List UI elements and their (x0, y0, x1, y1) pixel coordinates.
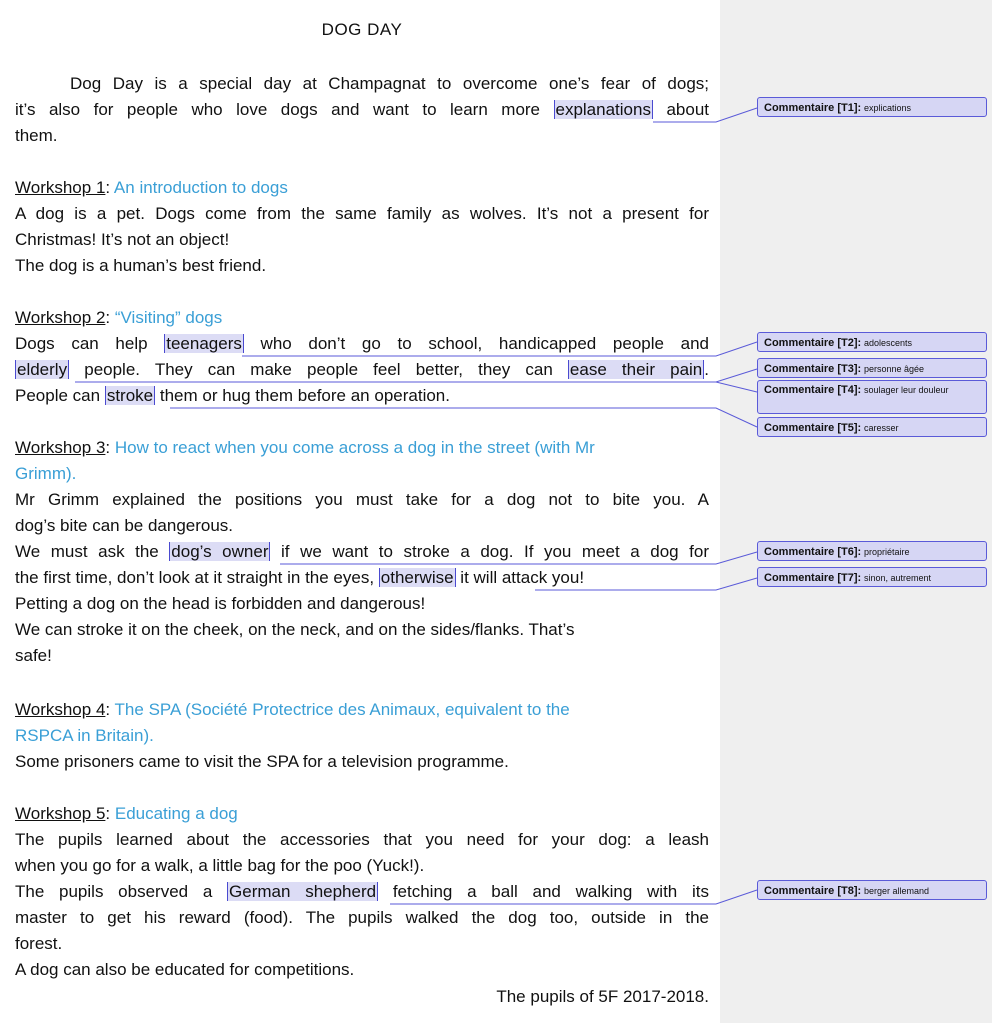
highlight-teenagers[interactable]: teenagers (166, 334, 242, 353)
workshop-5-line-3: The pupils observed a German shepherd fetching a ball and walking with its (15, 882, 709, 901)
workshop-4-heading: Workshop 4: The SPA (Société Protectrice des Animaux, equivalent to the (15, 700, 570, 719)
workshop-2-line-3: People can stroke them or hug them before an operation. (15, 386, 450, 405)
workshop-1-line-2: Christmas! It’s not an object! (15, 230, 230, 249)
workshop-5-line-5: forest. (15, 934, 63, 953)
workshop-1-line-3: The dog is a human’s best friend. (15, 256, 267, 275)
comment-t3[interactable]: Commentaire [T3]: personne âgée (757, 358, 987, 378)
highlight-dogs-owner[interactable]: dog’s owner (171, 542, 269, 561)
document-title: DOG DAY (321, 20, 403, 39)
highlight-german-shepherd[interactable]: German shepherd (229, 882, 377, 901)
highlight-stroke[interactable]: stroke (106, 386, 154, 405)
highlight-explanations[interactable]: explanations (555, 100, 651, 119)
highlight-elderly[interactable]: elderly (17, 360, 68, 379)
signature: The pupils of 5F 2017-2018. (496, 987, 709, 1006)
workshop-5-line-4: master to get his reward (food). The pupils walked the dog too, outside in the (15, 908, 709, 927)
workshop-3-heading: Workshop 3: How to react when you come across a dog in the street (with Mr (15, 438, 595, 457)
workshop-3-line-4: the first time, don’t look at it straight in the eyes, otherwise it will attack you! (15, 568, 585, 587)
intro-line-3: them. (15, 126, 58, 145)
comment-t1[interactable]: Commentaire [T1]: explications (757, 97, 987, 117)
workshop-5-line-2: when you go for a walk, a little bag for the poo (Yuck!). (15, 856, 425, 875)
highlight-otherwise[interactable]: otherwise (380, 568, 454, 587)
workshop-3-line-3: We must ask the dog’s owner if we want to stroke a dog. If you meet a dog for (15, 542, 709, 561)
workshop-5-heading: Workshop 5: Educating a dog (15, 804, 238, 823)
workshop-4-line-1: Some prisoners came to visit the SPA for a television programme. (15, 752, 509, 771)
workshop-2-line-1: Dogs can help teenagers who don’t go to school, handicapped people and (15, 334, 709, 353)
workshop-4-heading-cont: RSPCA in Britain). (15, 726, 154, 745)
workshop-3-line-1: Mr Grimm explained the positions you must take for a dog not to bite you. A (15, 490, 709, 509)
workshop-1-line-1: A dog is a pet. Dogs come from the same family as wolves. It’s not a present for (15, 204, 709, 223)
workshop-3-heading-cont: Grimm). (15, 464, 77, 483)
highlight-ease-their-pain[interactable]: ease their pain (569, 360, 703, 379)
workshop-2-heading: Workshop 2: “Visiting” dogs (15, 308, 223, 327)
comment-t7[interactable]: Commentaire [T7]: sinon, autrement (757, 567, 987, 587)
workshop-3-line-6: We can stroke it on the cheek, on the neck, and on the sides/flanks. That’s (15, 620, 575, 639)
workshop-5-line-1: The pupils learned about the accessories that you need for your dog: a leash (15, 830, 709, 849)
intro-line-2: it’s also for people who love dogs and want to learn more explanations about (15, 100, 709, 119)
workshop-2-line-2: elderly people. They can make people feel better, they can ease their pain . (17, 360, 709, 379)
workshop-5-line-6: A dog can also be educated for competitions. (15, 960, 355, 979)
comment-t6[interactable]: Commentaire [T6]: propriétaire (757, 541, 987, 561)
comment-margin (720, 0, 992, 1023)
workshop-3-line-7: safe! (15, 646, 52, 665)
comment-t2[interactable]: Commentaire [T2]: adolescents (757, 332, 987, 352)
intro-line-1: Dog Day is a special day at Champagnat to overcome one’s fear of dogs; (70, 74, 709, 93)
workshop-3-line-2: dog’s bite can be dangerous. (15, 516, 234, 535)
workshop-3-line-5: Petting a dog on the head is forbidden and dangerous! (15, 594, 426, 613)
comment-t4[interactable]: Commentaire [T4]: soulager leur douleur (757, 380, 987, 414)
workshop-1-heading: Workshop 1: An introduction to dogs (15, 178, 288, 197)
comment-t5[interactable]: Commentaire [T5]: caresser (757, 417, 987, 437)
comment-t8[interactable]: Commentaire [T8]: berger allemand (757, 880, 987, 900)
